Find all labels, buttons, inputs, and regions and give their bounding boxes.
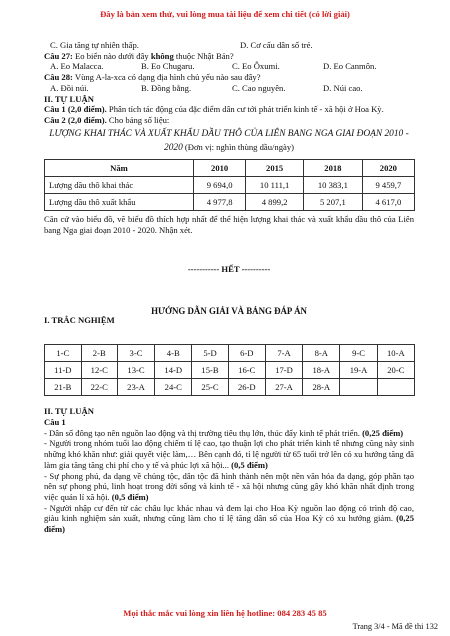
answer-cell: 8-A [303, 345, 340, 362]
answer-cell: 21-B [45, 379, 82, 396]
table-cell: 4 899,2 [246, 194, 304, 211]
table-header-cell: 2015 [246, 160, 304, 177]
table-cell: 4 977,8 [194, 194, 246, 211]
answer-cell: 25-C [192, 379, 228, 396]
table-title-year: 2020 [164, 143, 183, 154]
answer-cell: 12-C [81, 362, 117, 379]
answer-point [44, 438, 414, 470]
q27-text-a: Eo biển nào dưới đây [72, 50, 151, 61]
q28-option-c: C. Cao nguyên. [232, 82, 286, 93]
table-cell: 9 694,0 [194, 177, 246, 194]
page-number: Trang 3/4 - Mã đề thi 132 [352, 622, 438, 631]
table-header-cell: Năm [45, 160, 194, 177]
essay-question-2 [44, 115, 414, 126]
question-28 [44, 72, 414, 83]
answer-cell: 23-A [117, 379, 154, 396]
end-mark: ----------- HẾT ---------- [187, 263, 271, 274]
table-cell: 10 111,1 [246, 177, 304, 194]
table-cell: 4 617,0 [362, 194, 414, 211]
q27-label: Câu 27: [44, 50, 73, 61]
q27-options [44, 61, 414, 72]
q28-option-a: A. Đồi núi. [50, 82, 89, 93]
point-text: - Người nhập cư đến từ các châu lục khác nhau và đem lại cho Hoa Kỳ nguồn lao động có trình độ cao, giàu kinh nghiệm sản xuất, nhưng cũng làm cho tỉ lệ tăng dân số của Hoa Kỳ có xu hướng giảm. [44, 502, 414, 524]
q26-option-c: C. Gia tăng tự nhiên thấp. [50, 40, 139, 50]
e1-label: Câu 1 (2,0 điểm). [44, 104, 107, 115]
answer-cell: 1-C [45, 345, 82, 362]
preview-banner: Đây là bản xem thử, vui lòng mua tài liệu để xem chi tiết (có lời giải) [100, 9, 350, 19]
table-row [45, 194, 415, 211]
answer-cell [377, 379, 414, 396]
answer-cell: 13-C [117, 362, 154, 379]
question-27 [44, 51, 414, 62]
table-cell: Lượng dầu thô khai thác [45, 177, 194, 194]
answer-cell: 22-C [81, 379, 117, 396]
answer-cell [340, 379, 377, 396]
table-header-row [45, 160, 415, 177]
answer-cell: 3-C [117, 345, 154, 362]
e2-label: Câu 2 (2,0 điểm). [44, 115, 107, 126]
answer-cell: 4-B [155, 345, 192, 362]
q27-bold: không [150, 50, 174, 61]
answer-row [45, 362, 415, 379]
q27-text-b: thuộc Nhật Bản? [173, 50, 234, 61]
essay-heading-2: II. TỰ LUẬN [44, 406, 94, 417]
q26-options [44, 40, 414, 51]
table-title-line2 [44, 141, 414, 156]
q27-option-d: D. Eo Canmôn. [323, 61, 377, 72]
table-header-cell: 2018 [304, 160, 363, 177]
table-cell: Lượng dầu thô xuất khẩu [45, 194, 194, 211]
table-title-line1: LƯỢNG KHAI THÁC VÀ XUẤT KHẨU DẦU THÔ CỦA LIÊN BANG NGA GIAI ĐOẠN 2010 - [49, 128, 409, 139]
answer-table [44, 344, 415, 396]
answer-point [44, 471, 414, 503]
answer-cell: 14-D [155, 362, 192, 379]
answer-cell: 20-C [377, 362, 414, 379]
table-unit: (Đơn vị: nghìn thùng dầu/ngày) [182, 142, 294, 153]
point-score: (0,5 điểm) [231, 459, 268, 470]
table-cell: 5 207,1 [304, 194, 363, 211]
answer-cell: 11-D [45, 362, 82, 379]
q26-option-d: D. Cơ cấu dân số trẻ. [240, 40, 313, 50]
answer-cell: 17-D [265, 362, 302, 379]
q28-label: Câu 28: [44, 72, 73, 83]
point-score: (0,5 điểm) [111, 491, 149, 502]
document-page [44, 40, 414, 535]
q27-option-b: B. Eo Chugaru. [141, 61, 195, 72]
answer-row [45, 345, 415, 362]
answer-cell: 27-A [265, 379, 302, 396]
table-header-cell: 2020 [362, 160, 414, 177]
q28-text: Vùng A-la-xca có dạng địa hình chủ yếu nào sau đây? [72, 72, 261, 83]
answer-point [44, 428, 414, 439]
answer-cell: 16-C [228, 362, 265, 379]
table-title [44, 127, 414, 156]
q27-option-c: C. Eo Ôxumi. [232, 61, 280, 72]
answer-cell: 10-A [377, 345, 414, 362]
table-cell: 9 459,7 [362, 177, 414, 194]
essay-question-1 [44, 104, 414, 115]
answer-cell: 6-D [228, 345, 265, 362]
answer-cell: 5-D [192, 345, 228, 362]
answer-cell: 28-A [303, 379, 340, 396]
q28-option-b: B. Đồng bằng. [141, 82, 192, 93]
cau1-label: Câu 1 [44, 416, 66, 427]
q27-option-a: A. Eo Malacca. [50, 61, 104, 72]
essay-heading: II. TỰ LUẬN [44, 93, 94, 104]
point-score: (0,25 điểm) [362, 427, 404, 438]
point-text: - Người trong nhóm tuổi lao động chiếm tỉ lệ cao, tạo thuận lợi cho phát triển kinh tế nhưng cũng này sinh những khó khăn như: giải quyết việc làm,… Bên cạnh đó, tỉ lệ người từ 65 tuổi trở lên có xu hướng tăng đã làm gia tăng tăng chi phí cho y tế và phúc lợi xã hội... [44, 438, 414, 470]
q28-options [44, 83, 414, 94]
answer-cell: 2-B [81, 345, 117, 362]
answer-cell: 26-D [228, 379, 265, 396]
answer-cell: 9-C [340, 345, 377, 362]
answer-cell: 7-A [265, 345, 302, 362]
answer-point [44, 503, 414, 535]
e2-task: Căn cứ vào biểu đồ, vẽ biểu đồ thích hợp nhất để thể hiện lượng khai thác và xuất khẩu dầu thô của Liên bang Nga giai đoạn 2010 - 2020. Nhận xét. [44, 214, 414, 235]
table-header-cell: 2010 [194, 160, 246, 177]
point-score: (0,25 điểm) [44, 513, 414, 535]
mc-heading: I. TRẮC NGHIỆM [44, 315, 115, 326]
q28-option-d: D. Núi cao. [323, 82, 363, 93]
oil-data-table [44, 159, 415, 211]
answer-cell: 24-C [155, 379, 192, 396]
point-text: - Dân số đông tạo nên nguồn lao động và thị trường tiêu thụ lớn, thúc đẩy kinh tế phát triển. [44, 427, 363, 438]
answer-cell: 19-A [340, 362, 377, 379]
table-row [45, 177, 415, 194]
hotline-footer: Mọi thắc mắc vui lòng xin liên hệ hotline: 084 283 45 85 [123, 608, 327, 618]
answer-points [44, 428, 414, 535]
answer-cell: 18-A [303, 362, 340, 379]
answer-cell: 15-B [192, 362, 228, 379]
table-cell: 10 383,1 [304, 177, 363, 194]
e1-text: Phân tích tác động của đặc điểm dân cư tới phát triển kinh tế - xã hội ở Hoa Kỳ. [106, 104, 384, 115]
answer-row [45, 379, 415, 396]
e2-text: Cho bảng số liệu: [106, 115, 170, 126]
point-text: - Sự phong phú, đa dạng về chủng tộc, dân tộc đã hình thành nên một nền văn hóa đa dạng, góp phần tạo nên sự phong phú, linh hoạt trong đời sống và kinh tế - xã hội nhưng cũng gây khó khăn nhất định trong việc quản lí xã hội. [44, 470, 414, 502]
answers-title: HƯỚNG DẪN GIẢI VÀ BẢNG ĐÁP ÁN [151, 306, 307, 317]
